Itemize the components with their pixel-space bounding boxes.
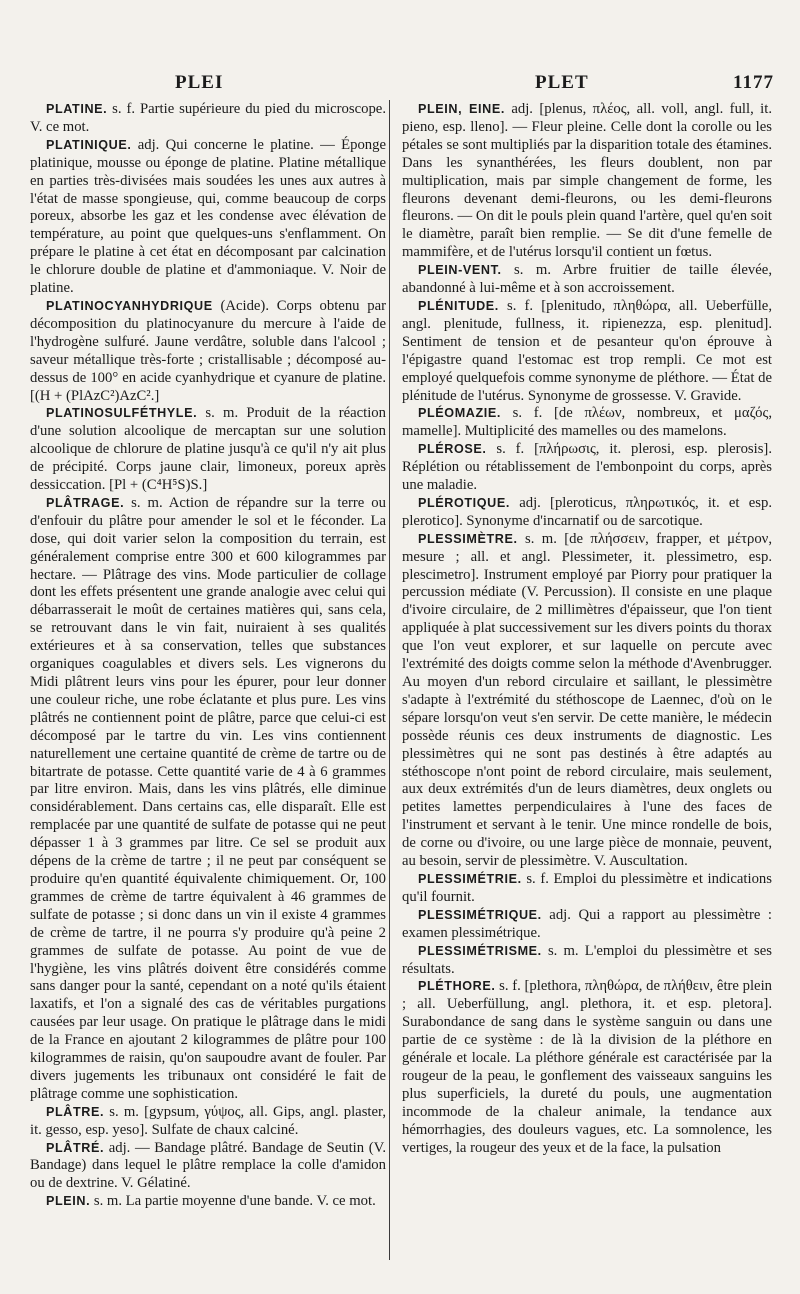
entry-headword: PLÉTHORE. [418,979,496,994]
entry-body: s. m. Action de répandre sur la terre ou d'enfouir du plâtre pour amender le sol et le féconder. La dose, qui doit varier selon la composition du terrain, est généralement comprise entre 300 et 600 kilogrammes par hectare. — Plâtrage des vins. Mode particulier de collage dont les effets présentent une grande analogie avec celui qui débarrasserait le moût de certaines matières qui, sans cela, se retrouvant dans le vin fait, nuiraient à ses qualités extérieures et à sa conservation, telles que substances organiques coagulables et divers sels. Les vignerons du Midi plâtrent leurs vins pour les épurer, pour leur donner une couleur riche, une robe éclatante et plus pure. Les vins plâtrés ne contiennent point de plâtre, parce que celui-ci est décomposé par le tartre du vin. Les vins contiennent naturellement une certaine quantité de crème de tartre ou de bitartrate de potasse. Cette quantité varie de 4 à 6 grammes par litre environ. Mais, dans les vins plâtrés, elle diminue considérablement. Dans certains cas, elle disparaît. Elle est remplacée par une quantité de sulfate de potasse qui ne peut dépasser 1 à 3 grammes par litre. Ce sel se produit aux dépens de la crème de tartre ; il ne peut par conséquent se produire qu'en quantité équivalente chimiquement. Or, 100 grammes de crème de tartre équivalent à 46 grammes de sulfate de potasse ; si donc dans un vin il existe 4 grammes de crème de tartre, il ne pourra s'y produire qu'à peine 2 grammes de sulfate de potasse. Au point de vue de l'hygiène, les vins plâtrés doivent être considérés comme sans danger pour la santé, cependant on a noté qu'ils étaient laxatifs, et l'on a signalé des cas de véritables purgations causées par leur usage. On pratique le plâtrage dans le midi de la France en ajoutant 2 kilogrammes de plâtre pour 100 kilogrammes de raisin, qu'on saupoudre avant de fouler. Par divers jugements les tribunaux ont considéré le fait de plâtrage comme une sophistication. [30,494,386,1102]
entry-headword: PLATINOSULFÉTHYLE. [46,406,198,421]
entry-body: s. m. [de πλήσσειν, frapper, et μέτρον, mesure ; all. et angl. Plessimeter, it. plessimetro, esp. plescimetro]. Instrument employé par Piorry pour pratiquer la percussion médiate (V. Percussion). Il consiste en une plaque d'ivoire circulaire, de 2 millimètres d'épaisseur, que l'on tient appliquée à plat successivement sur les divers points du thorax que l'on veut explorer, et sur laquelle on percute avec l'extrémité des doigts comme selon la méthode d'Avenbrugger. Au moyen d'un rebord circulaire et saillant, le plessimètre s'adapte à l'extrémité du stéthoscope de Laennec, d'où on le sépare lorsqu'on veut s'en servir. De cette manière, le médecin possède réunis ces deux instruments de diagnostic. Les plessimètres qui ne sont pas destinés à être adaptés au stéthoscope n'ont point de rebord circulaire, mais seulement, aux deux extrémités d'un de leurs diamètres, deux onglets ou petites lamettes perpendiculaires à l'une des faces de l'instrument et servant à le tenir. Une mince rondelle de bois, de corne ou d'ivoire, ou une large pièce de monnaie, peuvent, au besoin, servir de plessimètre. V. Auscultation. [402,530,772,870]
entry-headword: PLESSIMÉTRIQUE. [418,907,542,922]
entry-headword: PLESSIMÉTRISME. [418,943,542,958]
entry-body: s. f. [plethora, πληθώρα, de πλήθειν, être plein ; all. Ueberfüllung, angl. plethora, it. et esp. pletora]. Surabondance de sang dans le système sanguin ou dans une partie de ce système : de là la division de la pléthore en générale et locale. La pléthore générale est caractérisée par la rougeur de la peau, le gonflement des vaisseaux sanguins les plus superficiels, la dureté du pouls, une augmentation incommode de la chaleur animale, la tendance aux hémorrhagies, des douleurs vagues, etc. La somnolence, les vertiges, la rougeur des yeux et de la face, la pulsation [402,978,772,1156]
dictionary-entry [30,1140,386,1194]
dictionary-entry [402,943,772,979]
dictionary-entry [30,405,386,495]
dictionary-entry [402,262,772,298]
column-divider [389,100,390,1260]
entry-headword: PLATINOCYANHYDRIQUE [46,298,213,313]
entry-body: s. m. L'emploi du plessimètre et ses résultats. [402,942,772,977]
entry-headword: PLÂTRÉ. [46,1140,105,1155]
entry-body: s. f. Partie supérieure du pied du microscope. V. ce mot. [30,101,386,135]
entry-headword: PLESSIMÈTRE. [418,531,518,546]
dictionary-entry [402,495,772,531]
entry-body: adj. Qui concerne le platine. — Éponge platinique, mousse ou éponge de platine. Platine métallique en parties très-divisées mais soudées les unes aux autres à l'état de masse spongieuse, qui, comme beaucoup de corps poreux, absorbe les gaz et les condense avec élévation de température, au point que quelques-uns s'enflamment. On prépare le platine à cet état en décomposant par calcination le chlorure double de platine et d'ammoniaque. V. Noir de platine. [30,136,386,297]
entry-body: (Acide). Corps obtenu par décomposition du platinocyanure du mercure à l'aide de l'hydrogène sulfuré. Jaune verdâtre, soluble dans l'alcool ; saveur métallique très-forte ; cristallisable ; décomposé au-dessus de 100° en acide cyanhydrique et cyanure de platine. [(H + (PlAzC²)AzC².] [30,297,386,404]
entry-body: s. f. [πλήρωσις, it. plerosi, esp. plerosis]. Réplétion ou rétablissement de l'embonpoint du corps, après une maladie. [402,441,772,494]
dictionary-entry [402,441,772,495]
entry-body: adj. [plenus, πλέος, all. voll, angl. full, it. pieno, esp. lleno]. — Fleur pleine. Celle dont la corolle ou les pétales se sont multipliés par la disparition totale des étamines. Dans les synanthérées, les fleurs doublent, non par multiplication, mais par simple changement de forme, les fleurons devenant demi-fleurons, ou les demi-fleurons fleurons. — On dit le pouls plein quand l'artère, quel qu'en soit le diamètre, paraît bien remplie. — Se dit d'une femelle de mammifère, et de l'utérus lorsqu'il contient un fœtus. [402,101,772,261]
entry-headword: PLATINE. [46,102,108,116]
entry-body: s. f. [plenitudo, πληθώρα, all. Ueberfülle, angl. plenitude, fullness, it. ripienezza, esp. plenitud]. Sentiment de tension et de pesanteur qu'on éprouve à l'épigastre quand l'estomac est trop rempli. Ce mot est employé quelquefois comme synonyme de pléthore. — État de plénitude de l'utérus. Synonyme de grossesse. V. Gravide. [402,297,772,404]
entry-headword: PLEIN. [46,1194,91,1209]
entry-headword: PLATINIQUE. [46,137,132,152]
right-column [402,101,772,1157]
entry-body: s. f. [de πλέων, nombreux, et μαζός, mamelle]. Multiplicité des mamelles ou des mamelons. [402,405,772,440]
entry-body: s. m. La partie moyenne d'une bande. V. ce mot. [90,1193,376,1210]
entry-body: adj. — Bandage plâtré. Bandage de Seutin (V. Bandage) dans lequel le plâtre remplace la colle d'amidon ou de dextrine. V. Gélatiné. [30,1139,386,1192]
entry-headword: PLÉROTIQUE. [418,495,510,510]
entry-body: s. f. Emploi du plessimètre et indications qu'il fournit. [402,870,772,905]
entry-body: adj. [pleroticus, πληρωτικός, it. et esp. plerotico]. Synonyme d'incarnatif ou de sarcotique. [402,494,772,529]
dictionary-entry [30,298,386,405]
dictionary-entry [30,495,386,1104]
dictionary-entry [402,907,772,943]
dictionary-entry [30,137,386,298]
header-right-word: PLET [535,72,589,93]
dictionary-entry [402,405,772,441]
entry-body: adj. Qui a rapport au plessimètre : examen plessimétrique. [402,906,772,941]
dictionary-entry [402,101,772,262]
header-left-word: PLEI [175,72,224,93]
dictionary-entry [30,1104,386,1140]
entry-headword: PLÂTRE. [46,1104,105,1119]
entry-body: s. m. [gypsum, γύψος, all. Gips, angl. plaster, it. gesso, esp. yeso]. Sulfate de chaux calciné. [30,1103,386,1138]
entry-body: s. m. Arbre fruitier de taille élevée, abandonné à lui-même et à son accroissement. [402,262,772,297]
dictionary-entry [402,871,772,907]
dictionary-entry [30,101,386,137]
dictionary-entry [402,531,772,871]
entry-headword: PLEIN, EINE. [418,102,505,116]
left-column [30,101,386,1211]
entry-headword: PLÉROSE. [418,442,487,457]
entry-headword: PLÉOMAZIE. [418,406,501,421]
dictionary-entry [402,978,772,1157]
dictionary-entry [402,298,772,405]
entry-headword: PLÂTRAGE. [46,495,125,510]
running-header [0,72,800,98]
entry-body: s. m. Produit de la réaction d'une solution alcoolique de mercaptan sur une solution alcoolique de chlorure de platine jusqu'à ce qu'il n'y ait plus de précipité. Corps jaune clair, limoneux, poreux après dessiccation. [Pl + (C⁴H⁵S)S.] [30,405,386,494]
entry-headword: PLÉNITUDE. [418,298,499,313]
entry-headword: PLESSIMÉTRIE. [418,871,522,886]
dictionary-entry [30,1193,386,1211]
entry-headword: PLEIN-VENT. [418,263,502,278]
page-number: 1177 [733,72,774,93]
